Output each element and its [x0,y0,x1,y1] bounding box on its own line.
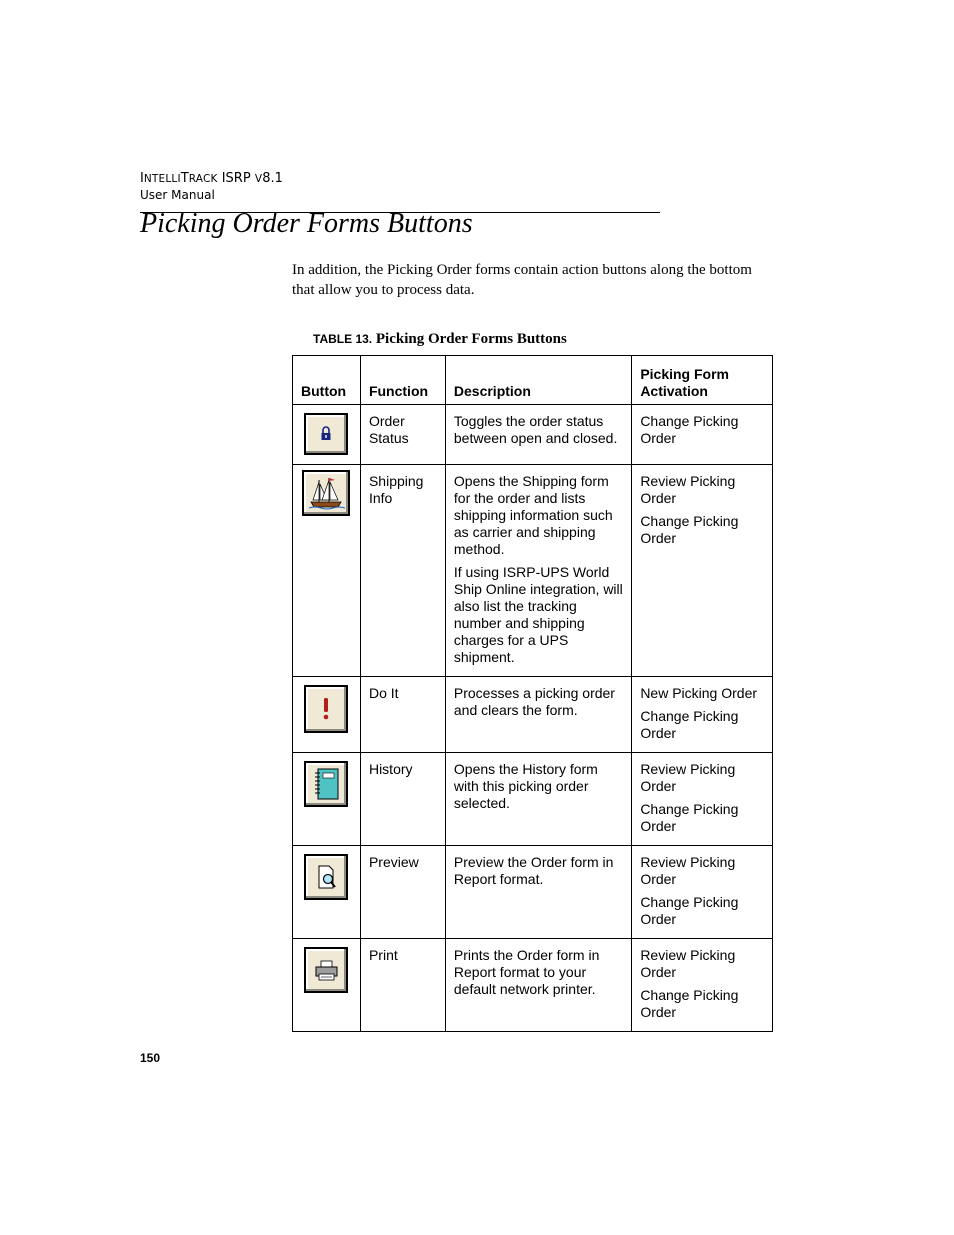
description-text: Processes a picking order and clears the form. [453,685,615,718]
table-row [293,753,773,846]
intro-paragraph: In addition, the Picking Order forms contain action buttons along the bottom that allow you to process data. [292,262,752,298]
function-cell: Do It [360,677,445,753]
product-name-part: I [140,171,144,186]
table-row [293,939,773,1032]
activation-cell [632,405,773,465]
table-row [293,846,773,939]
column-header: Function [360,356,445,405]
shipping-info-button[interactable] [302,470,350,516]
activation-cell [632,846,773,939]
button-cell [293,753,361,846]
description-cell [445,405,631,465]
do-it-button[interactable] [304,685,348,733]
activation-text: New Picking Order [640,685,758,701]
product-name-part: RACK [188,173,218,185]
lock-icon [310,418,342,450]
activation-text: Review Picking Order [640,761,736,794]
version-part: V [254,173,263,185]
column-header: Button [293,356,361,405]
function-cell: Print [360,939,445,1032]
manual-subtitle: User Manual [140,188,215,202]
description-cell [445,677,631,753]
activation-text: Change Picking Order [640,987,739,1020]
table-caption [313,331,567,348]
description-text: Opens the Shipping form for the order and lists shipping information such as carrier and shipping method. [453,473,613,557]
print-button[interactable] [304,947,348,993]
activation-text: Change Picking Order [640,413,739,446]
activation-cell [632,753,773,846]
activation-text: Change Picking Order [640,801,739,834]
ship-icon [307,474,345,512]
table-header-row [293,356,773,405]
button-cell [293,465,361,677]
product-name-part: T [180,171,189,186]
activation-text: Review Picking Order [640,473,736,506]
description-cell [445,465,631,677]
activation-text: Review Picking Order [640,947,736,980]
table-row [293,677,773,753]
preview-icon [310,859,342,895]
description-text: Opens the History form with this picking order selected. [453,761,598,811]
product-name-part: NTELLI [143,173,181,185]
activation-text: Review Picking Order [640,854,736,887]
table-row [293,405,773,465]
activation-text: Change Picking Order [640,708,739,741]
description-text: Prints the Order form in Report format to your default network printer. [453,947,600,997]
preview-button[interactable] [304,854,348,900]
printer-icon [310,952,342,988]
buttons-table [292,355,773,1032]
description-text: Preview the Order form in Report format. [453,854,614,887]
running-head [140,171,283,187]
description-cell [445,939,631,1032]
activation-text: Change Picking Order [640,894,739,927]
product-name-part: ISRP [217,171,255,186]
function-cell: Order Status [360,405,445,465]
table-row [293,465,773,677]
table-caption-label: TABLE 13. [313,332,373,346]
notebook-icon [310,766,342,802]
history-button[interactable] [304,761,348,807]
column-header: Picking Form Activation [632,356,773,405]
description-text: If using ISRP-UPS World Ship Online integration, will also list the tracking number and shipping charges for a UPS shipment. [453,564,623,665]
button-cell [293,939,361,1032]
activation-cell [632,465,773,677]
page-number: 150 [140,1051,161,1065]
button-cell [293,846,361,939]
exclamation-icon [310,690,342,728]
column-header: Description [445,356,631,405]
button-cell [293,405,361,465]
function-cell: Shipping Info [360,465,445,677]
description-text: Toggles the order status between open and closed. [453,413,618,446]
function-cell: History [360,753,445,846]
description-cell [445,846,631,939]
order-status-button[interactable] [304,413,348,455]
version-part: 8.1 [262,171,283,186]
function-cell: Preview [360,846,445,939]
activation-cell [632,677,773,753]
table-caption-title: Picking Order Forms Buttons [375,331,567,347]
activation-text: Change Picking Order [640,513,739,546]
description-cell [445,753,631,846]
activation-cell [632,939,773,1032]
page-title: Picking Order Forms Buttons [140,208,473,239]
button-cell [293,677,361,753]
